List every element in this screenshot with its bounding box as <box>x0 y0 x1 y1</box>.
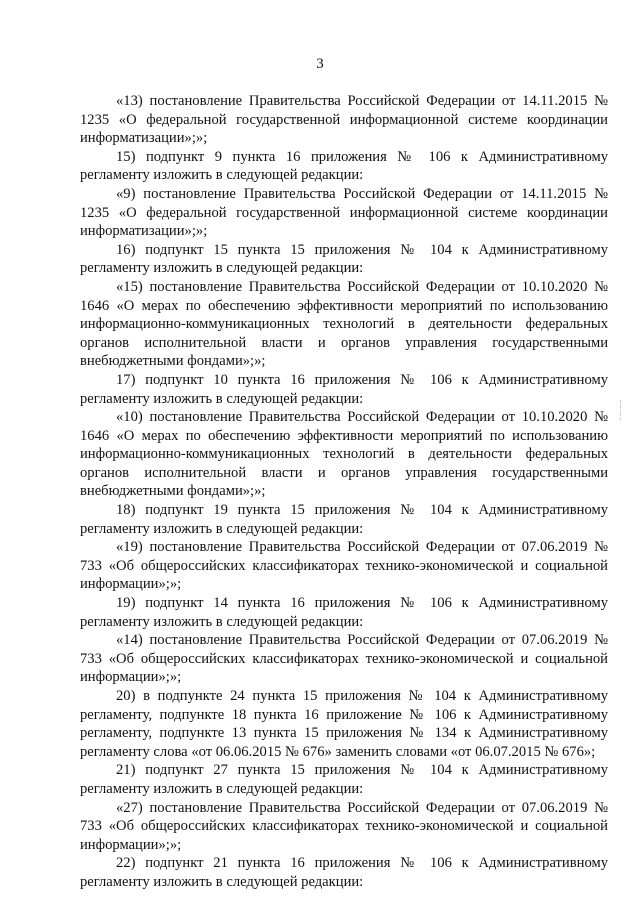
paragraph: 19) подпункт 14 пункта 16 приложения № 106 к Административному регламенту изложить в следующей редакции: <box>80 595 608 630</box>
paragraph: 22) подпункт 21 пункта 16 приложения № 106 к Административному регламенту изложить в следующей редакции: <box>80 855 608 890</box>
paragraph: «10) постановление Правительства Российской Федерации от 10.10.2020 № 1646 «О мерах по обеспечению эффективности мероприятий по использованию информационно-коммуникационных технологий в деятельности федеральных органов исполнительной власти и органов управления государственными внебюджетными фондами»;»; <box>80 409 608 500</box>
scan-margin-mark <box>620 400 623 420</box>
paragraph: 21) подпункт 27 пункта 15 приложения № 104 к Административному регламенту изложить в следующей редакции: <box>80 762 608 797</box>
paragraph: «27) постановление Правительства Российской Федерации от 07.06.2019 № 733 «Об общероссийских классификаторах технико-экономической и социальной информации»;»; <box>80 799 608 853</box>
page-number: 3 <box>316 56 324 72</box>
paragraph: 17) подпункт 10 пункта 16 приложения № 106 к Административному регламенту изложить в следующей редакции: <box>80 371 608 407</box>
paragraph: «19) постановление Правительства Российской Федерации от 07.06.2019 № 733 «Об общероссийских классификаторах технико-экономической и социальной информации»;»; <box>80 539 608 593</box>
paragraph: «9) постановление Правительства Российской Федерации от 14.11.2015 № 1235 «О федеральной государственной информационной системе координации информатизации»;»; <box>80 185 608 240</box>
paragraph: 18) подпункт 19 пункта 15 приложения № 104 к Административному регламенту изложить в следующей редакции: <box>80 502 608 537</box>
paragraph: 20) в подпункте 24 пункта 15 приложения № 104 к Административному регламенту, подпункте 18 пункта 16 приложение № 106 к Административному регламенту, подпункте 13 пункта 15 приложения № 134 к Административному регламенту слова «от 06.06.2015 № 676» заменить словами «от 06.07.2015 № 676»; <box>80 688 608 760</box>
paragraph: 16) подпункт 15 пункта 15 приложения № 104 к Административному регламенту изложить в следующей редакции: <box>80 241 608 277</box>
paragraph: «14) постановление Правительства Российской Федерации от 07.06.2019 № 733 «Об общероссийских классификаторах технико-экономической и социальной информации»;»; <box>80 632 608 686</box>
paragraph: 15) подпункт 9 пункта 16 приложения № 106 к Административному регламенту изложить в следующей редакции: <box>80 148 608 184</box>
document-body <box>80 92 608 892</box>
paragraph: «13) постановление Правительства Российской Федерации от 14.11.2015 № 1235 «О федеральной государственной информационной системе координации информатизации»;»; <box>80 93 608 147</box>
paragraph: «15) постановление Правительства Российской Федерации от 10.10.2020 № 1646 «О мерах по обеспечению эффективности мероприятий по использованию информационно-коммуникационных технологий в деятельности федеральных органов исполнительной власти и органов управления государственными внебюджетными фондами»;»; <box>80 278 608 370</box>
